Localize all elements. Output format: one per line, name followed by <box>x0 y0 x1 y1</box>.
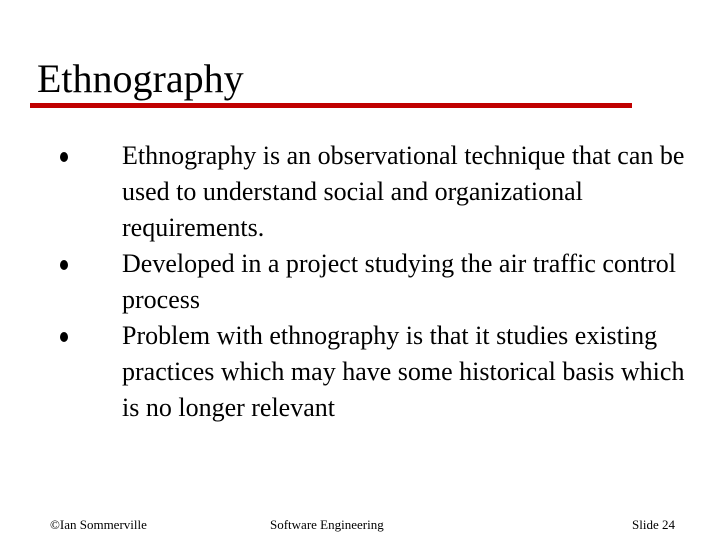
list-item <box>0 318 720 426</box>
footer-copyright: ©Ian Sommerville <box>50 517 147 532</box>
bullet-dot-icon <box>60 260 68 270</box>
bullet-list <box>0 138 720 426</box>
title-underline <box>30 103 632 108</box>
bullet-dot-icon <box>60 332 68 342</box>
list-item <box>0 246 720 318</box>
footer-slide-number: Slide 24 <box>632 517 675 532</box>
list-item <box>0 138 720 246</box>
footer-course-title: Software Engineering <box>270 517 384 532</box>
slide-title: Ethnography <box>37 56 244 101</box>
bullet-text: Developed in a project studying the air traffic control process <box>122 249 676 314</box>
bullet-text: Ethnography is an observational technique that can be used to understand social and organizational requirements. <box>122 141 685 242</box>
bullet-dot-icon <box>60 152 68 162</box>
bullet-text: Problem with ethnography is that it studies existing practices which may have some historical basis which is no longer relevant <box>122 321 685 422</box>
